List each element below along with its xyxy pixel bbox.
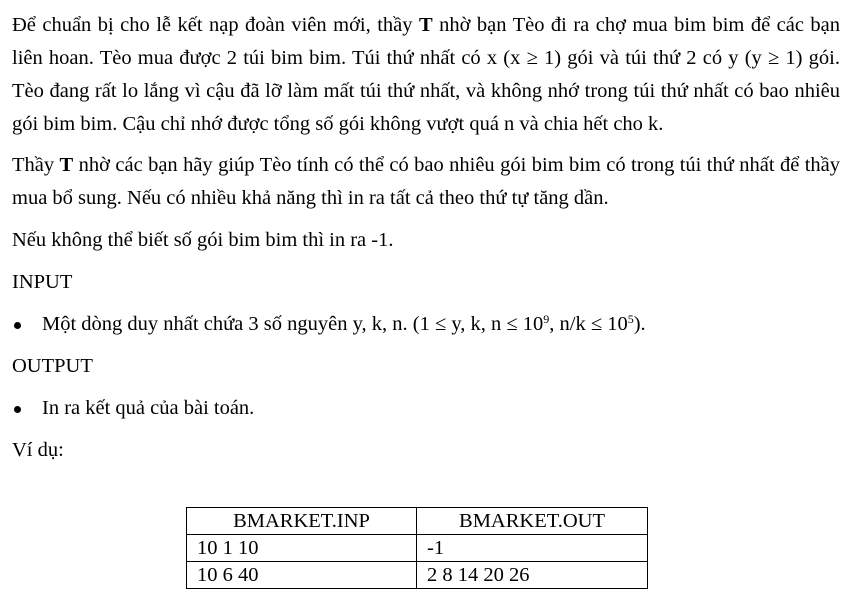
table-header-output: BMARKET.OUT (417, 508, 648, 535)
intro-text-1: Để chuẩn bị cho lễ kết nạp đoàn viên mới, thầy (12, 14, 419, 36)
bullet-dot-icon (14, 406, 21, 413)
input-text-1: Một dòng duy nhất chứa 3 số nguyên y, k, n. (1 ≤ y, k, n ≤ 10 (42, 313, 544, 335)
table-cell-output: 2 8 14 20 26 (417, 562, 648, 589)
output-heading: OUTPUT (12, 355, 93, 377)
input-exponent-1: 9 (543, 312, 550, 326)
table-header-input: BMARKET.INP (187, 508, 417, 535)
output-text: In ra kết quả của bài toán. (42, 397, 255, 419)
input-exponent-2: 5 (627, 312, 634, 326)
table-cell-output: -1 (417, 535, 648, 562)
table-header-row (187, 508, 648, 535)
task-text-2: nhờ các bạn hãy giúp Tèo tính có thể có bao nhiêu gói bim bim có trong túi thứ nhất để thầy mua bổ sung. Nếu có nhiều khả năng thì in ra tất cả theo thứ tự tăng dần. (12, 154, 840, 209)
example-table (186, 507, 648, 589)
task-paragraph (12, 149, 840, 215)
input-heading: INPUT (12, 271, 73, 293)
table-row (187, 535, 648, 562)
task-text-1: Thầy (12, 154, 60, 176)
no-answer-paragraph: Nếu không thể biết số gói bim bim thì in ra -1. (12, 229, 394, 251)
output-bullet (12, 392, 840, 425)
input-text-3: ). (633, 313, 646, 335)
table-row (187, 562, 648, 589)
table-cell-input: 10 6 40 (187, 562, 417, 589)
example-label: Ví dụ: (12, 439, 64, 461)
table-cell-input: 10 1 10 (187, 535, 417, 562)
input-text-2: , n/k ≤ 10 (549, 313, 628, 335)
problem-statement (12, 9, 840, 467)
bullet-dot-icon (14, 322, 21, 329)
intro-paragraph (12, 9, 840, 141)
intro-text-2: nhờ bạn Tèo đi ra chợ mua bim bim để các bạn liên hoan. Tèo mua được 2 túi bim bim. Túi thứ nhất có x (x ≥ 1) gói và túi thứ 2 có y (y ≥ 1) gói. Tèo đang rất lo lắng vì cậu đã lỡ làm mất túi thứ nhất, và không nhớ trong túi thứ nhất có bao nhiêu gói bim bim. Cậu chỉ nhớ được tổng số gói không vượt quá n và chia hết cho k. (12, 14, 840, 135)
task-teacher-name: T (59, 154, 74, 176)
intro-teacher-name: T (418, 14, 433, 36)
input-bullet (12, 308, 840, 341)
